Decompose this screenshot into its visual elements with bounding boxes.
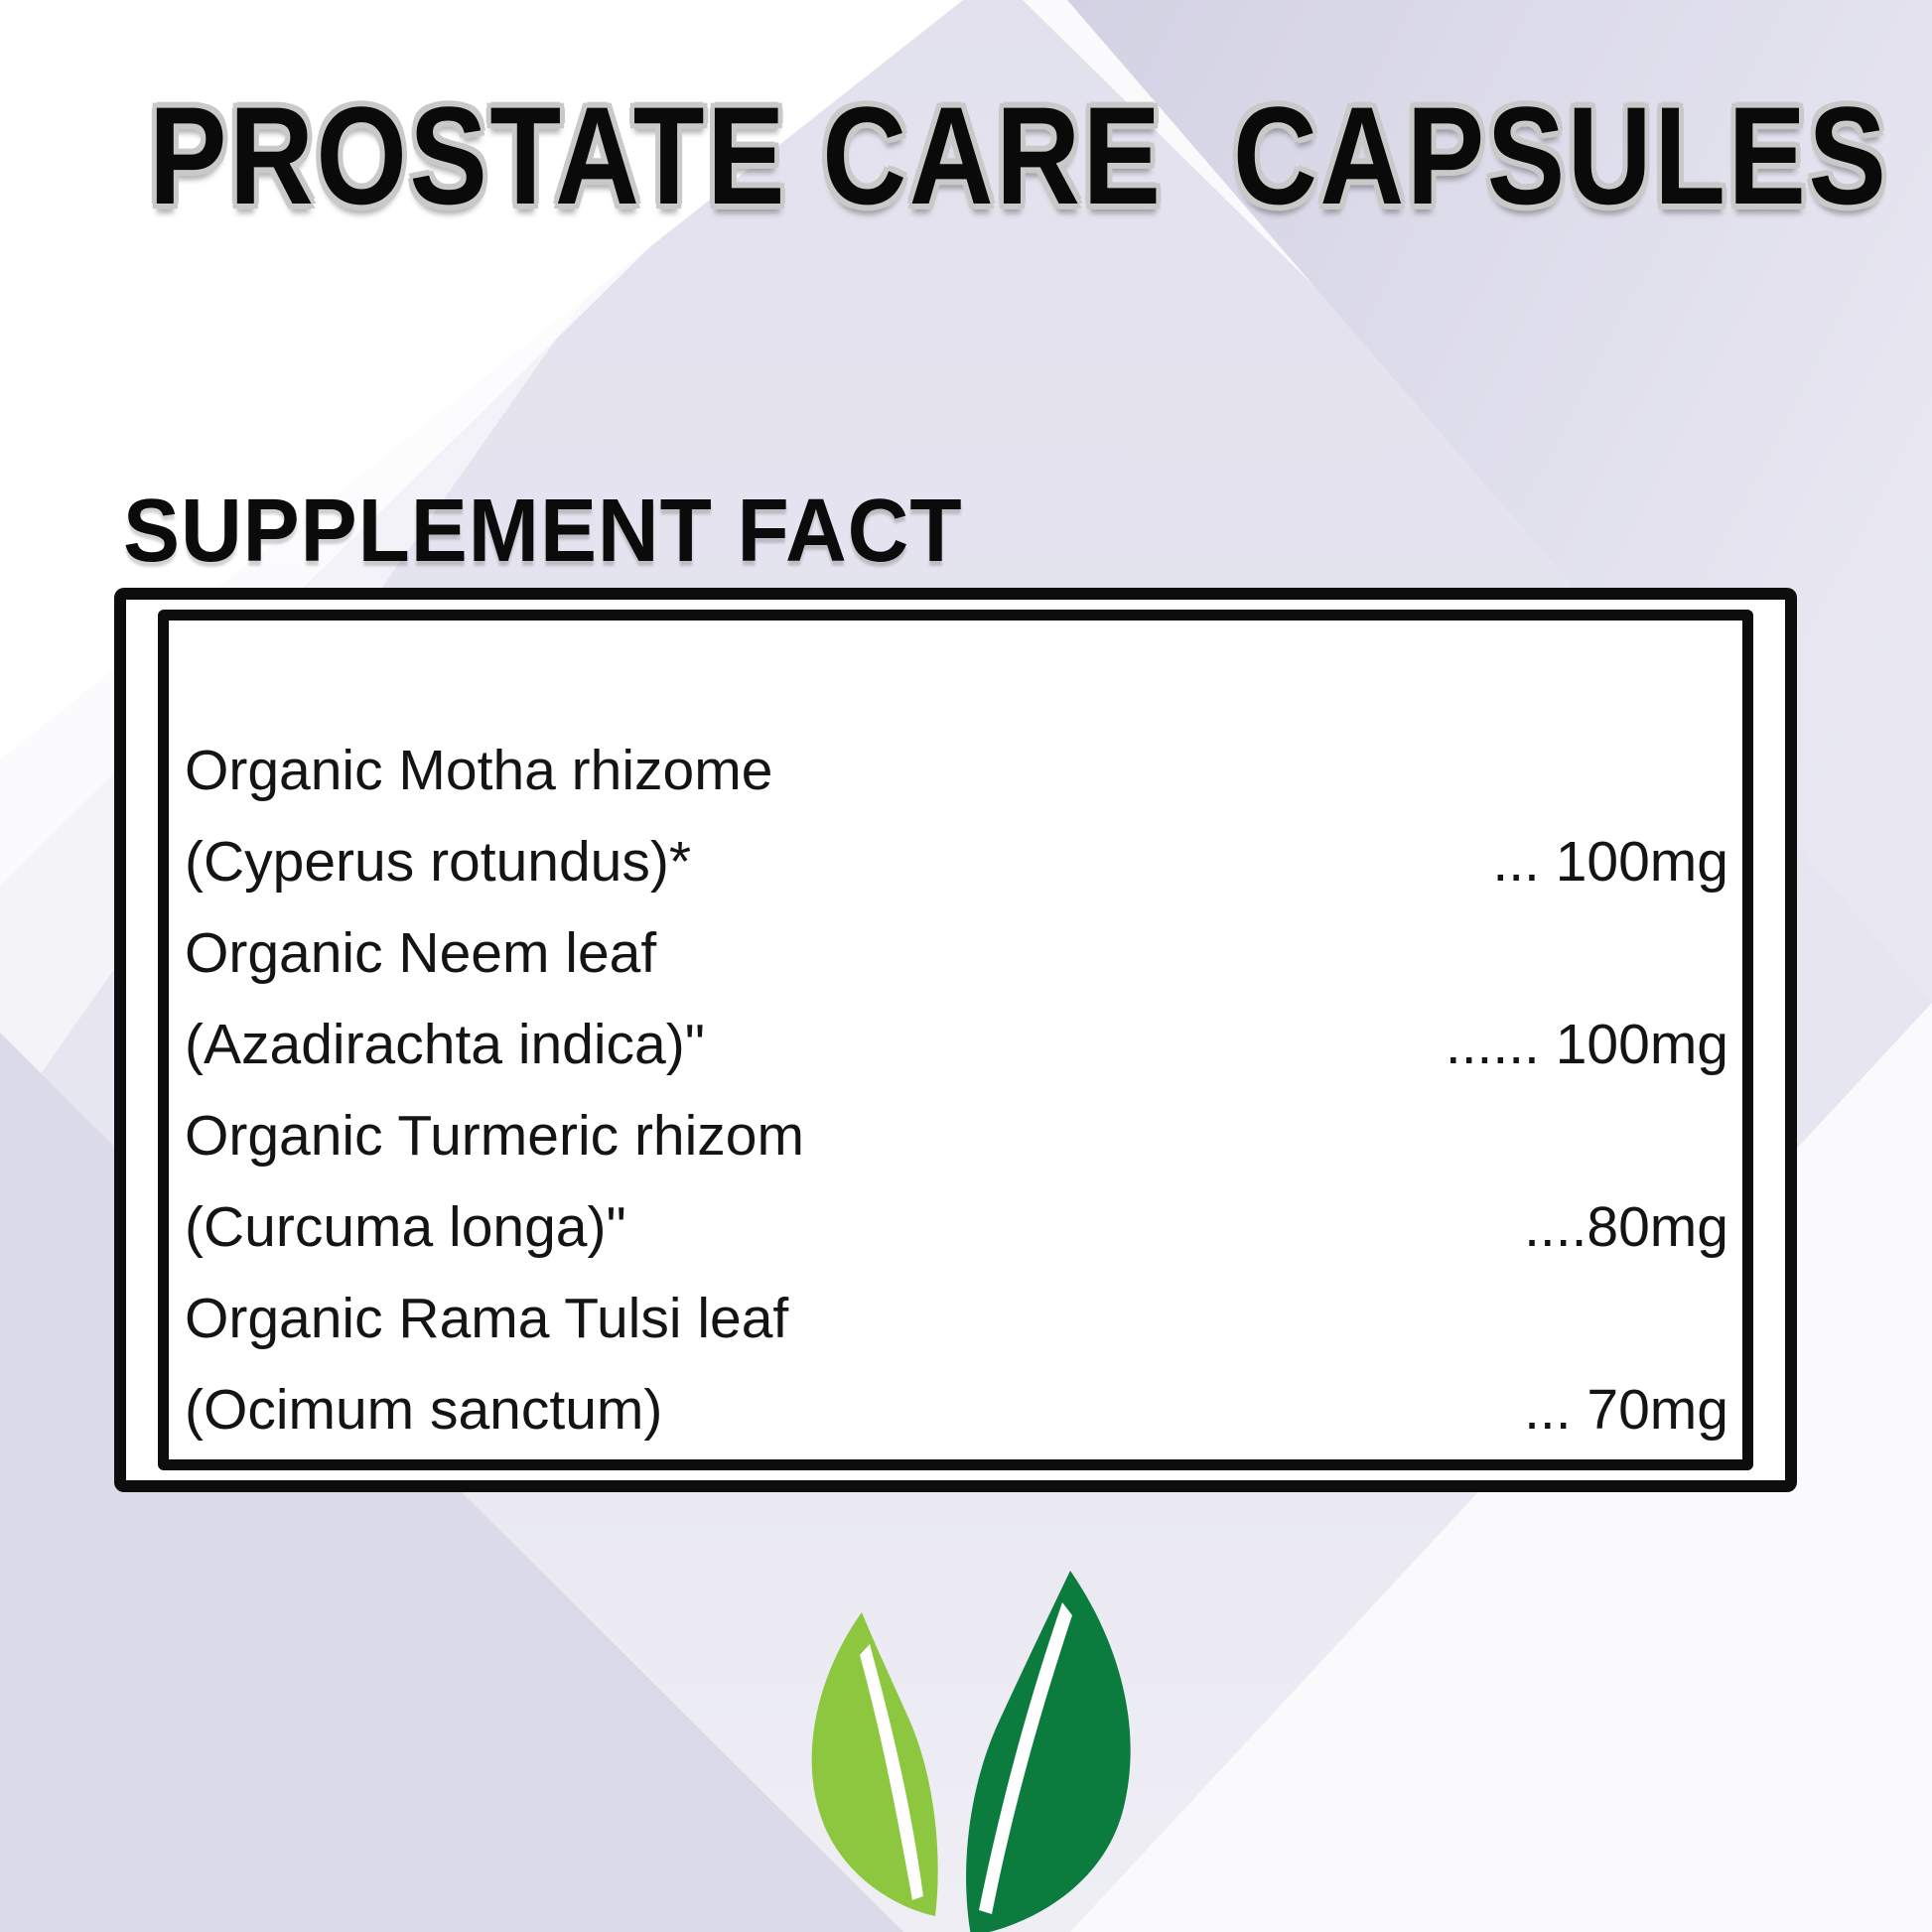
ingredient-latin-name: (Azadirachta indica)" — [185, 1013, 705, 1076]
ingredient-row — [185, 816, 1728, 907]
ingredient-row — [185, 907, 1728, 999]
ingredient-name: Organic Motha rhizome — [185, 739, 773, 802]
supplement-fact-heading-text: SUPPLEMENT FACT — [122, 481, 963, 581]
supplement-facts-box — [114, 588, 1797, 1492]
ingredient-name: Organic Neem leaf — [185, 921, 657, 985]
ingredient-latin-name: (Ocimum sanctum) — [185, 1378, 663, 1442]
ingredient-name: Organic Rama Tulsi leaf — [185, 1287, 789, 1350]
ingredient-latin-name: (Cyperus rotundus)* — [185, 830, 692, 894]
ingredient-row — [185, 725, 1728, 816]
ingredient-latin-name: (Curcuma longa)" — [185, 1195, 626, 1259]
ingredient-amount: ....80mg — [1524, 1195, 1728, 1259]
ingredient-name: Organic Turmeric rhizom — [185, 1104, 804, 1168]
supplement-fact-heading — [105, 465, 1495, 581]
ingredient-row — [185, 999, 1728, 1090]
product-title — [131, 58, 1932, 234]
ingredient-amount: ...... 100mg — [1445, 1013, 1728, 1076]
leaf-logo — [769, 1561, 1137, 1932]
ingredient-list — [169, 725, 1742, 1455]
ingredient-amount: ... 100mg — [1492, 830, 1728, 894]
ingredient-amount: ... 70mg — [1524, 1378, 1728, 1442]
supplement-facts-inner-box — [158, 610, 1753, 1470]
product-title-text: PROSTATE CARE CAPSULES — [148, 77, 1889, 234]
ingredient-row — [185, 1273, 1728, 1364]
ingredient-row — [185, 1364, 1728, 1455]
ingredient-row — [185, 1090, 1728, 1181]
ingredient-row — [185, 1181, 1728, 1273]
